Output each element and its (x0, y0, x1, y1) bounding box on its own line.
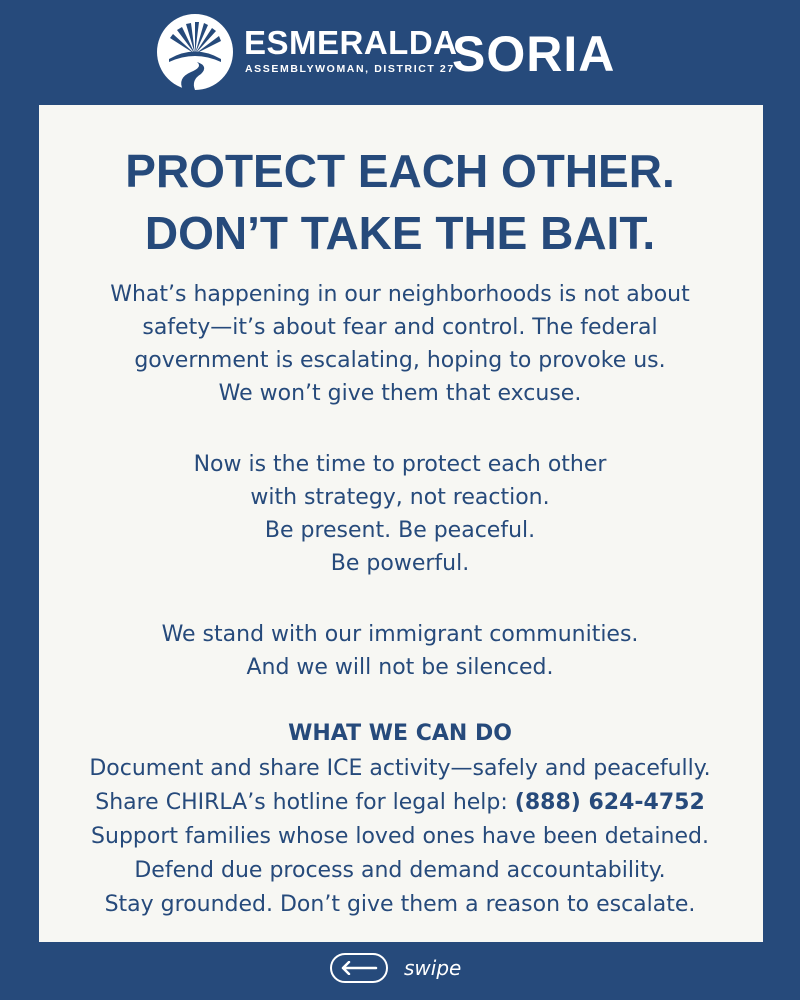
headline-line: PROTECT EACH OTHER. (125, 145, 675, 197)
headline-line: DON’T TAKE THE BAIT. (144, 207, 656, 259)
sunrise-river-emblem-icon (157, 14, 233, 90)
action-item: Stay grounded. Don’t give them a reason to escalate. (104, 892, 696, 917)
paragraph-solidarity (0, 618, 800, 684)
section-title-what-we-can-do: WHAT WE CAN DO (288, 721, 512, 746)
action-item-text: Share CHIRLA’s hotline for legal help: (95, 790, 515, 815)
header (0, 0, 800, 105)
paragraph-line: Be present. Be peaceful. (264, 518, 536, 543)
action-list (0, 752, 800, 922)
swipe-label: swipe (404, 956, 462, 980)
brand-last-name: SORIA (452, 26, 616, 82)
action-item: Support families whose loved ones have been detained. (91, 824, 709, 849)
swipe-button[interactable] (330, 953, 388, 983)
action-item-hotline (0, 786, 800, 820)
paragraph-fear-and-control (0, 278, 800, 410)
action-item: Defend due process and demand accountability. (134, 858, 666, 883)
paragraph-protect-each-other (0, 448, 800, 580)
paragraph-line: We stand with our immigrant communities. (161, 622, 639, 647)
hotline-number: (888) 624-4752 (514, 790, 705, 815)
brand-subtitle: ASSEMBLYWOMAN, DISTRICT 27 (245, 63, 455, 75)
paragraph-line: safety—it’s about fear and control. The federal (142, 315, 658, 340)
paragraph-line: We won’t give them that excuse. (218, 381, 582, 406)
paragraph-line: Be powerful. (330, 551, 470, 576)
action-item: Document and share ICE activity—safely and peacefully. (89, 756, 711, 781)
paragraph-line: And we will not be silenced. (246, 655, 554, 680)
paragraph-line: with strategy, not reaction. (250, 485, 550, 510)
paragraph-line: government is escalating, hoping to provoke us. (134, 348, 666, 373)
headline (0, 140, 800, 264)
paragraph-line: What’s happening in our neighborhoods is not about (110, 282, 690, 307)
brand-first-name: ESMERALDA (244, 24, 458, 61)
paragraph-line: Now is the time to protect each other (193, 452, 607, 477)
arrow-left-icon (340, 961, 378, 975)
